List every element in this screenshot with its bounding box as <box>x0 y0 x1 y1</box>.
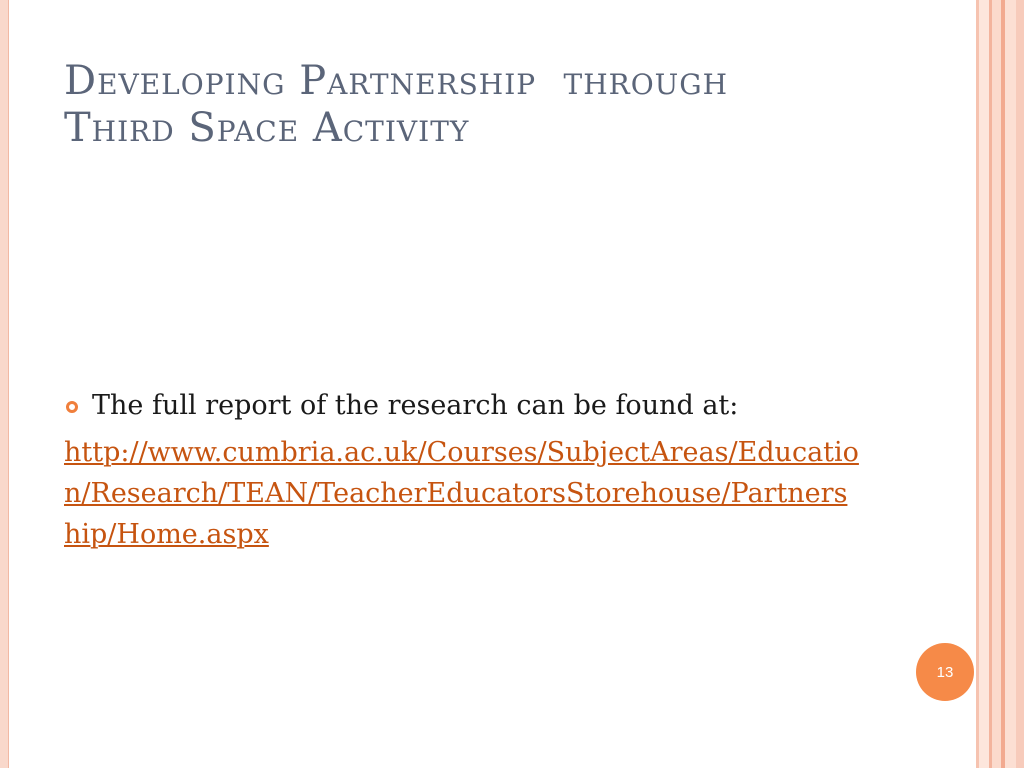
slide-body <box>64 388 924 555</box>
bullet-text: The full report of the research can be found at: <box>92 390 739 421</box>
slide-title <box>64 58 964 152</box>
left-border-decoration <box>0 0 9 768</box>
report-link[interactable]: http://www.cumbria.ac.uk/Courses/SubjectAreas/Education/Research/TEAN/TeacherEducatorsStorehouse/Partnership/Home.aspx <box>64 437 859 550</box>
slide-title-line-2: Third Space Activity <box>64 105 470 151</box>
slide-number: 13 <box>936 663 954 681</box>
hollow-circle-bullet-icon <box>66 401 78 413</box>
slide-title-line-1: Developing Partnership through <box>64 58 729 104</box>
right-stripe-decoration <box>976 0 1024 768</box>
slide-number-badge <box>916 643 974 701</box>
bullet-item <box>64 388 924 424</box>
